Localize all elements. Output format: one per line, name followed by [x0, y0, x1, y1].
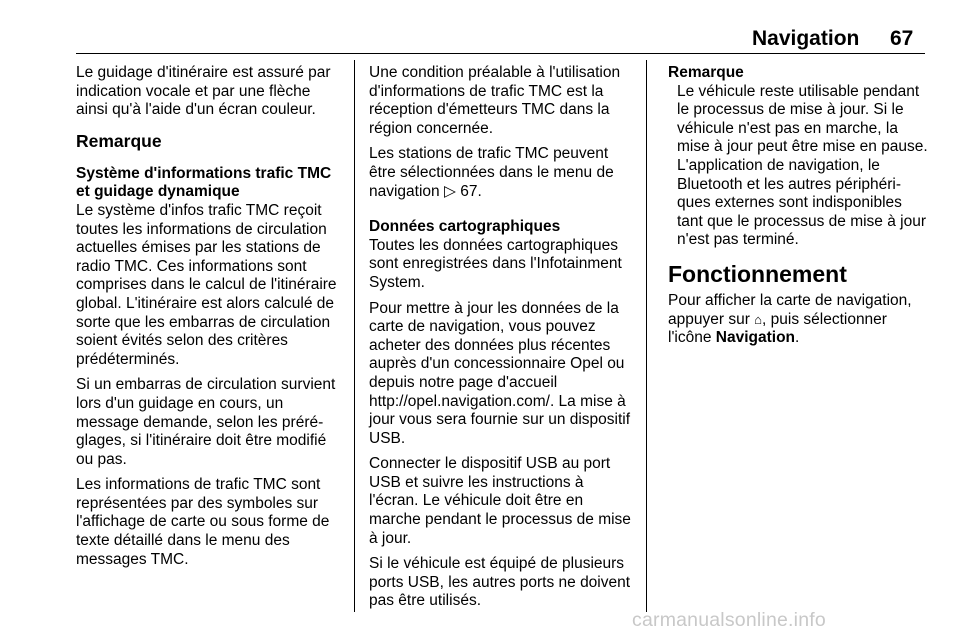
- header-rule: [76, 53, 925, 54]
- column-3: [668, 64, 928, 355]
- tmc-paragraph-1: Le système d'infos trafic TMC reçoit toutes les informations de circulation actuelles émises par les stations de radio TMC. Ces informations sont comprises dans le calcul de l'itinéraire global. L'itinéraire est alors calculé de sorte que les embarras de circulation soient évités selon des critères prédéterminés.: [76, 201, 337, 368]
- map-data-paragraph-3: Connecter le dispositif USB au port USB et suivre les instructions à l'écran. Le véhicule doit être en marche pendant le processus de mise à jour.: [369, 455, 631, 547]
- operation-text-1: Pour afficher la carte de navigation, appuyer sur: [668, 291, 912, 328]
- triangle-arrow-icon: ▷: [443, 182, 456, 200]
- intro-paragraph: Le guidage d'itinéraire est assuré par indication vocale et par une flèche ainsi qu'à l'aide d'un écran couleur.: [76, 64, 331, 119]
- column-1: [76, 64, 342, 576]
- tmc-paragraph-3: Les informations de trafic TMC sont représentées par des symboles sur l'affichage de carte ou sous forme de texte détaillé dans le menu des messages TMC.: [76, 476, 330, 568]
- note-body: Le véhicule reste utilisable pendant le processus de mise à jour. Si le véhicule n'est pas en marche, la mise à jour peut être mise en pause. L'application de navigation, le Bluetooth et les autres périphériques externes sont indisponibles tant que le processus de mise à jour n'est pas terminé.: [677, 82, 928, 249]
- page-header-title: Navigation: [752, 27, 860, 50]
- watermark: carmanualsonline.info: [632, 609, 826, 631]
- column-divider-right: [646, 60, 647, 612]
- tmc-subheading: Système d'informations trafic TMC et guidage dynamique: [76, 164, 332, 201]
- map-data-paragraph-1: Toutes les données cartographiques sont enregistrées dans l'Infotainment System.: [369, 236, 622, 291]
- note-heading: Remarque: [76, 130, 162, 151]
- operation-text-end: .: [795, 329, 800, 347]
- section-heading: Fonctionnement: [668, 260, 847, 287]
- map-data-subheading: Données cartographiques: [369, 218, 561, 236]
- navigation-icon-label: Navigation: [715, 329, 796, 347]
- note-subheading: Remarque: [668, 64, 744, 81]
- tmc-condition-paragraph: Une condition préalable à l'utilisation d'informations de trafic TMC est la réception d'émetteurs TMC dans la région concernée.: [369, 64, 621, 137]
- column-2: [369, 64, 635, 618]
- operation-paragraph: [668, 292, 928, 348]
- column-divider-left: [354, 60, 355, 612]
- page-number: 67: [890, 27, 914, 50]
- home-icon: ⌂: [754, 311, 763, 327]
- operation-text-2: , puis sélectionner l'icône: [668, 310, 887, 347]
- map-data-paragraph-4: Si le véhicule est équipé de plusieurs ports USB, les autres ports ne doivent pas être utilisés.: [369, 555, 631, 610]
- page-reference-link[interactable]: 67.: [460, 182, 482, 200]
- map-data-paragraph-2: Pour mettre à jour les données de la carte de navigation, vous pouvez acheter des données plus récentes auprès d'un concessionnaire Opel ou depuis notre page d'accueil http://opel.navigation.com/. La mise à jour vous sera fournie sur un dispositif USB.: [369, 299, 631, 447]
- tmc-stations-text: Les stations de trafic TMC peuvent être sélectionnées dans le menu de navigation: [369, 145, 614, 200]
- tmc-paragraph-2: Si un embarras de circulation survient lors d'un guidage en cours, un message demande, selon les préréglages, si l'itinéraire doit être modifié ou pas.: [76, 376, 336, 468]
- tmc-stations-paragraph: [369, 145, 635, 201]
